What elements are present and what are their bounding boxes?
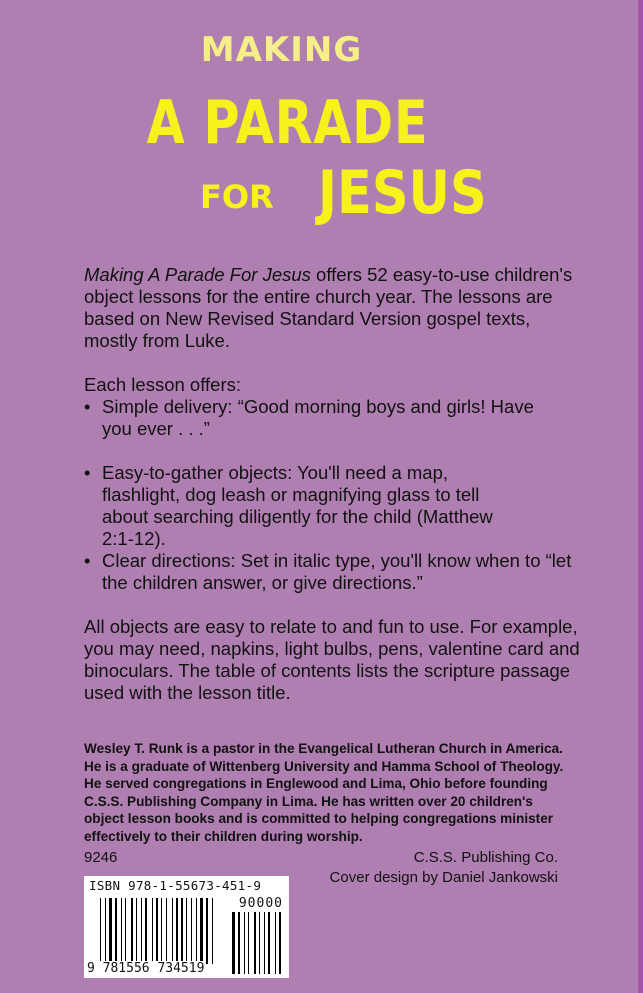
spine-edge (638, 0, 643, 993)
title-making: MAKING (200, 30, 363, 70)
barcode-bar (248, 912, 249, 974)
barcode-bar (145, 898, 147, 964)
intro-text: offers 52 easy-to-use children's object lessons for the entire church year. The lessons are based on New Revised Standard Version gospel texts, mostly from Luke. (84, 264, 573, 351)
barcode-bar (156, 898, 158, 964)
barcode-bar (212, 898, 213, 964)
barcode-bar (141, 898, 142, 964)
barcode-bar (166, 898, 167, 964)
barcode-bar (176, 898, 178, 964)
book-title-italic: Making A Parade For Jesus (84, 264, 311, 285)
barcode-bar (200, 898, 203, 964)
bullet-item (84, 550, 572, 594)
barcode-bar (181, 898, 183, 964)
barcode-bar (125, 898, 126, 964)
intro-paragraph (84, 264, 584, 352)
barcode-bar (268, 912, 270, 974)
barcode-number: 9 781556 734519 (87, 961, 205, 976)
bullet-text: Simple delivery: “Good morning boys and girls! Have you ever . . .” (102, 396, 534, 439)
barcode-bar (152, 898, 153, 964)
barcode-bar (121, 898, 122, 964)
barcode-bar (186, 898, 187, 964)
bullet-icon: • (84, 396, 91, 417)
cover-credit: Cover design by Daniel Jankowski (329, 869, 558, 886)
barcode-bar (279, 912, 281, 974)
isbn-text: ISBN 978-1-55673-451-9 (89, 878, 262, 893)
barcode-bar (109, 898, 112, 964)
barcode-bar (172, 898, 173, 964)
barcode-bar (259, 912, 260, 974)
bullet-icon: • (84, 550, 91, 571)
barcode-bar (196, 898, 197, 964)
bullet-icon: • (84, 462, 91, 483)
bullet-text: Easy-to-gather objects: You'll need a map, flashlight, dog leash or magnifying glass to tell about searching diligently for the child (Matthew 2:1-12). (102, 462, 493, 549)
bullet-item (84, 462, 502, 550)
price-code: 90000 (238, 896, 283, 911)
barcode-bar (115, 898, 117, 964)
isbn-barcode (84, 876, 289, 978)
title-a-parade: A PARADE (146, 88, 429, 158)
barcode-bar (244, 912, 245, 974)
publisher: C.S.S. Publishing Co. (413, 849, 558, 866)
bullet-text: Clear directions: Set in italic type, you'll know when to “let the children answer, or give directions.” (102, 550, 572, 593)
barcode-bar (264, 912, 265, 974)
barcode-bar (254, 912, 256, 974)
barcode-bar (161, 898, 162, 964)
author-bio: Wesley T. Runk is a pastor in the Evangelical Lutheran Church in America. He is a graduate of Wittenberg University and Hamma School of Theology. He served congregations in Englewood and Lima, Ohio before founding C.S.S. Publishing Company in Lima. He has written over 20 children's object lesson books and is committed to helping congregations minister effectively to their children during worship. (84, 741, 564, 844)
bullet-item (84, 396, 552, 440)
barcode-bar (136, 898, 137, 964)
lesson-intro: Each lesson offers: (84, 374, 241, 395)
title-jesus: JESUS (318, 158, 487, 228)
barcode-bar (238, 912, 240, 974)
barcode-bar (191, 898, 192, 964)
title-for: FOR (200, 178, 274, 216)
barcode-bar (232, 912, 235, 974)
barcode-bar (131, 898, 133, 964)
objects-paragraph: All objects are easy to relate to and fun to use. For example, you may need, napkins, light bulbs, pens, valentine card and binoculars. The table of contents lists the scripture passage used with the lesson title. (84, 616, 580, 703)
barcode-bar (275, 912, 276, 974)
product-code: 9246 (84, 849, 118, 866)
barcode-bar (206, 898, 208, 964)
